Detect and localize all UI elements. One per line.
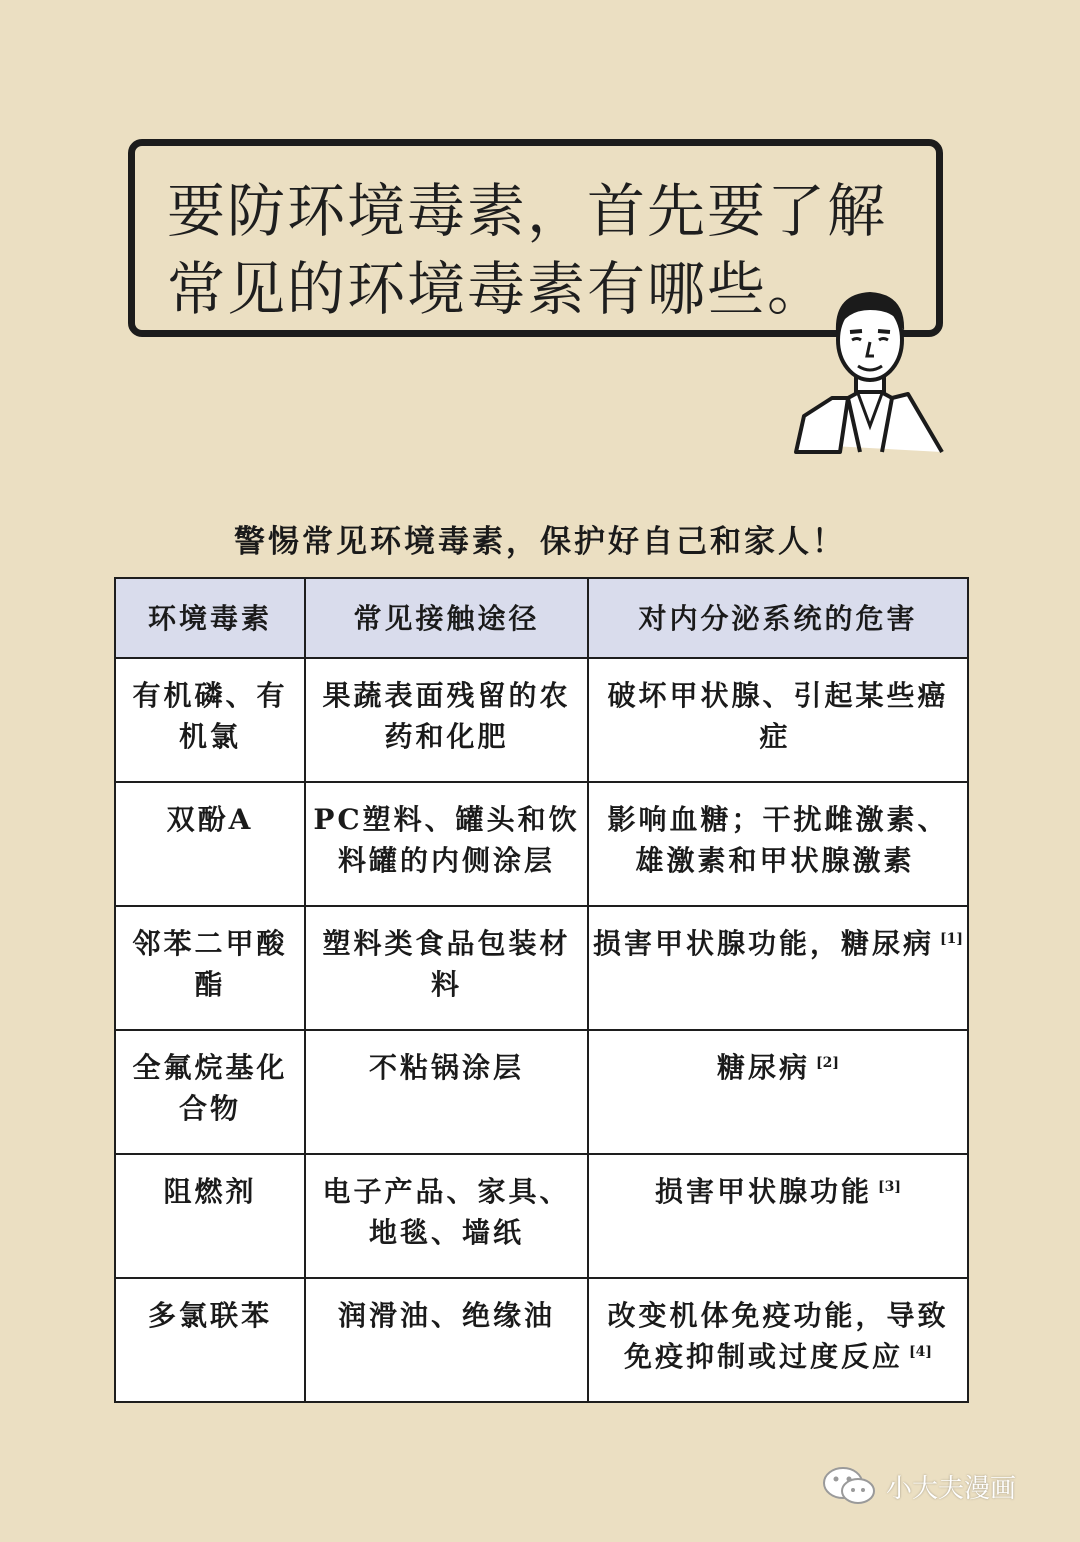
subtitle: 警惕常见环境毒素，保护好自己和家人！ <box>234 524 846 560</box>
table-row <box>115 906 968 1030</box>
speech-line-1: 要防环境毒素，首先要了解 <box>167 177 888 245</box>
cell-toxin: 阻燃剂 <box>115 1154 305 1278</box>
cell-harm <box>588 906 968 1030</box>
cell-harm <box>588 1030 968 1154</box>
table-row <box>115 1154 968 1278</box>
cell-route: 电子产品、家具、地毯、墙纸 <box>305 1154 588 1278</box>
cell-route: 不粘锅涂层 <box>305 1030 588 1154</box>
cell-toxin: 全氟烷基化合物 <box>115 1030 305 1154</box>
table-header-row <box>115 578 968 658</box>
toxin-table <box>114 577 969 1403</box>
table-row <box>115 782 968 906</box>
reference-mark: [3] <box>878 1179 901 1195</box>
header-toxin: 环境毒素 <box>115 578 305 658</box>
cell-route: 塑料类食品包装材料 <box>305 906 588 1030</box>
table-row <box>115 1030 968 1154</box>
wechat-icon <box>822 1466 878 1506</box>
harm-text: 影响血糖；干扰雌激素、雄激素和甲状腺激素 <box>607 803 949 877</box>
reference-mark: [4] <box>909 1344 932 1360</box>
watermark <box>822 1466 1016 1506</box>
cell-route: 润滑油、绝缘油 <box>305 1278 588 1402</box>
cell-toxin: 有机磷、有机氯 <box>115 658 305 782</box>
header-route: 常见接触途径 <box>305 578 588 658</box>
cell-toxin: 邻苯二甲酸酯 <box>115 906 305 1030</box>
harm-text: 破坏甲状腺、引起某些癌症 <box>607 679 949 753</box>
speech-line-2: 常见的环境毒素有哪些。 <box>167 255 828 323</box>
harm-text: 糖尿病 <box>716 1051 810 1084</box>
cell-harm <box>588 782 968 906</box>
harm-text: 改变机体免疫功能，导致免疫抑制或过度反应 <box>607 1299 949 1373</box>
table-row <box>115 1278 968 1402</box>
harm-text: 损害甲状腺功能，糖尿病 <box>593 927 935 960</box>
harm-text: 损害甲状腺功能 <box>654 1175 872 1208</box>
cell-toxin: 多氯联苯 <box>115 1278 305 1402</box>
watermark-text: 小大夫漫画 <box>886 1473 1017 1504</box>
cell-route: 果蔬表面残留的农药和化肥 <box>305 658 588 782</box>
cell-route: PC塑料、罐头和饮料罐的内侧涂层 <box>305 782 588 906</box>
table-row <box>115 658 968 782</box>
cell-harm <box>588 1154 968 1278</box>
cell-harm <box>588 658 968 782</box>
reference-mark: [1] <box>940 931 964 947</box>
header-harm: 对内分泌系统的危害 <box>588 578 968 658</box>
reference-mark: [2] <box>816 1055 839 1071</box>
cell-toxin: 双酚A <box>115 782 305 906</box>
doctor-illustration <box>790 276 950 456</box>
cell-harm <box>588 1278 968 1402</box>
